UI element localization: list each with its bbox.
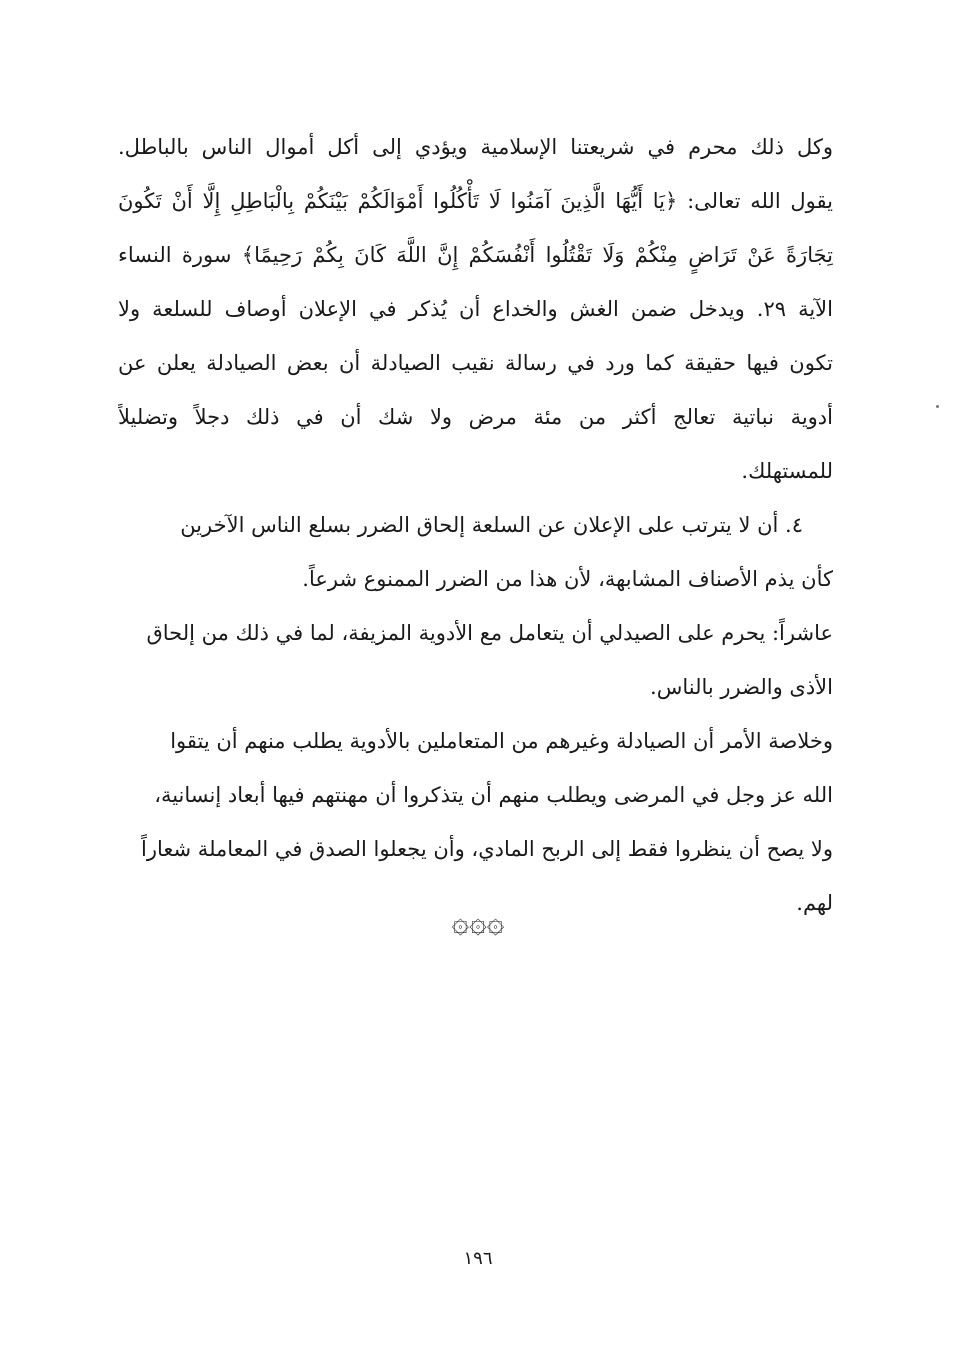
text-line-1: وكل ذلك محرم في شريعتنا الإسلامية ويؤدي إلى أكل أموال الناس بالباطل. [118, 135, 833, 159]
section-tenth-line-2: الأذى والضرر بالناس. [650, 675, 833, 699]
conclusion-line-1: وخلاصة الأمر أن الصيادلة وغيرهم من المتعاملين بالأدوية يطلب منهم أن يتقوا [170, 729, 833, 753]
list-item-4: ٤. أن لا يترتب على الإعلان عن السلعة إلحاق الضرر بسلع الناس الآخرين [180, 513, 803, 537]
text-line-5: تكون فيها حقيقة كما ورد في رسالة نقيب الصيادلة أن بعض الصيادلة يعلن عن [118, 351, 833, 375]
text-line-4: الآية ٢٩. ويدخل ضمن الغش والخداع أن يُذكر في الإعلان أوصاف للسلعة ولا [118, 297, 833, 321]
scan-speck [936, 405, 939, 408]
body-text [118, 120, 833, 930]
text-line-6: أدوية نباتية تعالج أكثر من مئة مرض ولا شك أن في ذلك دجلاً وتضليلاً [118, 405, 833, 429]
quran-verse-line-1: يقول الله تعالى: ﴿يَا أَيُّهَا الَّذِينَ آمَنُوا لَا تَأْكُلُوا أَمْوَالَكُمْ بَيْنَكُمْ بِالْبَاطِلِ إِلَّا أَنْ تَكُونَ [118, 189, 833, 213]
section-tenth-line-1: عاشراً: يحرم على الصيدلي أن يتعامل مع الأدوية المزيفة، لما في ذلك من إلحاق [146, 621, 833, 645]
conclusion-line-3: ولا يصح أن ينظروا فقط إلى الربح المادي، وأن يجعلوا الصدق في المعاملة شعاراً [141, 837, 833, 861]
text-line-9: كأن يذم الأصناف المشابهة، لأن هذا من الضرر الممنوع شرعاً. [302, 567, 833, 591]
section-end-ornament: ۞۞۞ [451, 905, 505, 940]
conclusion-line-4: لهم. [796, 891, 833, 915]
quran-verse-line-2: تِجَارَةً عَنْ تَرَاضٍ مِنْكُمْ وَلَا تَقْتُلُوا أَنْفُسَكُمْ إِنَّ اللَّهَ كَانَ بِكُمْ رَحِيمًا﴾ سورة النساء [118, 243, 833, 267]
page-number: ١٩٦ [463, 1248, 493, 1269]
conclusion-line-2: الله عز وجل في المرضى ويطلب منهم أن يتذكروا أن مهنتهم فيها أبعاد إنسانية، [154, 783, 833, 807]
text-line-7: للمستهلك. [741, 459, 833, 483]
